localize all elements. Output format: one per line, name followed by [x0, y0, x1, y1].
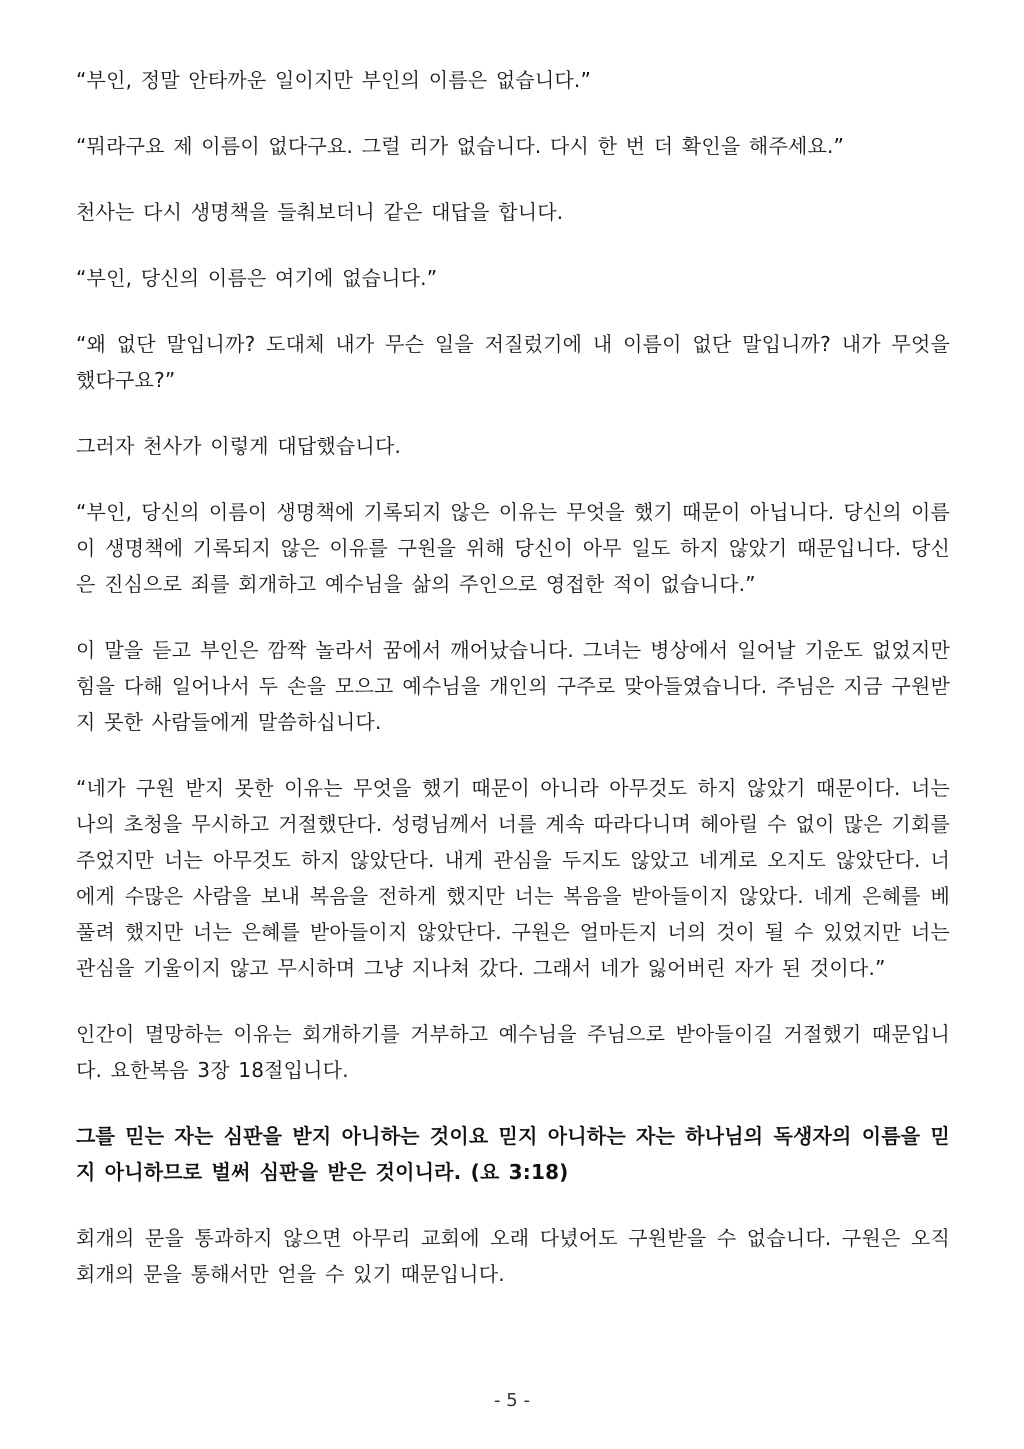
- paragraph-3: 천사는 다시 생명책을 들춰보더니 같은 대답을 합니다.: [76, 200, 564, 224]
- paragraph-2: “뭐라구요 제 이름이 없다구요. 그럴 리가 없습니다. 다시 한 번 더 확인을 해주세요.”: [76, 134, 845, 158]
- paragraph-6: 그러자 천사가 이렇게 대답했습니다.: [76, 434, 402, 458]
- paragraph-7: “부인, 당신의 이름이 생명책에 기록되지 않은 이유는 무엇을 했기 때문이 아닙니다. 당신의 이름이 생명책에 기록되지 않은 이유를 구원을 위해 당신이 아무 일도 하지 않았기 때문입니다. 당신은 진심으로 죄를 회개하고 예수님을 삶의 주인으로 영접한 적이 없습니다.”: [76, 500, 950, 596]
- bible-verse-quote: 그를 믿는 자는 심판을 받지 아니하는 것이요 믿지 아니하는 자는 하나님의 독생자의 이름을 믿지 아니하므로 벌써 심판을 받은 것이니라. (요 3:18): [76, 1124, 950, 1184]
- paragraph-10: 인간이 멸망하는 이유는 회개하기를 거부하고 예수님을 주님으로 받아들이길 거절했기 때문입니다. 요한복음 3장 18절입니다.: [76, 1022, 950, 1082]
- paragraph-12: 회개의 문을 통과하지 않으면 아무리 교회에 오래 다녔어도 구원받을 수 없습니다. 구원은 오직 회개의 문을 통해서만 얻을 수 있기 때문입니다.: [76, 1226, 950, 1286]
- paragraph-1: “부인, 정말 안타까운 일이지만 부인의 이름은 없습니다.”: [76, 68, 592, 92]
- paragraph-9: “네가 구원 받지 못한 이유는 무엇을 했기 때문이 아니라 아무것도 하지 않았기 때문이다. 너는 나의 초청을 무시하고 거절했단다. 성령님께서 너를 계속 따라다니며 헤아릴 수 없이 많은 기회를 주었지만 너는 아무것도 하지 않았단다. 내게 관심을 두지도 않았고 네게로 오지도 않았단다. 너에게 수많은 사람을 보내 복음을 전하게 했지만 너는 복음을 받아들이지 않았다. 네게 은혜를 베풀려 했지만 너는 은혜를 받아들이지 않았단다. 구원은 얼마든지 너의 것이 될 수 있었지만 너는 관심을 기울이지 않고 무시하며 그냥 지나쳐 갔다. 그래서 네가 잃어버린 자가 된 것이다.”: [76, 776, 950, 980]
- page-number: - 5 -: [494, 1390, 530, 1411]
- paragraph-8: 이 말을 듣고 부인은 깜짝 놀라서 꿈에서 깨어났습니다. 그녀는 병상에서 일어날 기운도 없었지만 힘을 다해 일어나서 두 손을 모으고 예수님을 개인의 구주로 맞아들였습니다. 주님은 지금 구원받지 못한 사람들에게 말씀하십니다.: [76, 638, 950, 734]
- document-body: [76, 62, 950, 1322]
- paragraph-5: “왜 없단 말입니까? 도대체 내가 무슨 일을 저질렀기에 내 이름이 없단 말입니까? 내가 무엇을 했다구요?”: [76, 332, 950, 392]
- paragraph-4: “부인, 당신의 이름은 여기에 없습니다.”: [76, 266, 438, 290]
